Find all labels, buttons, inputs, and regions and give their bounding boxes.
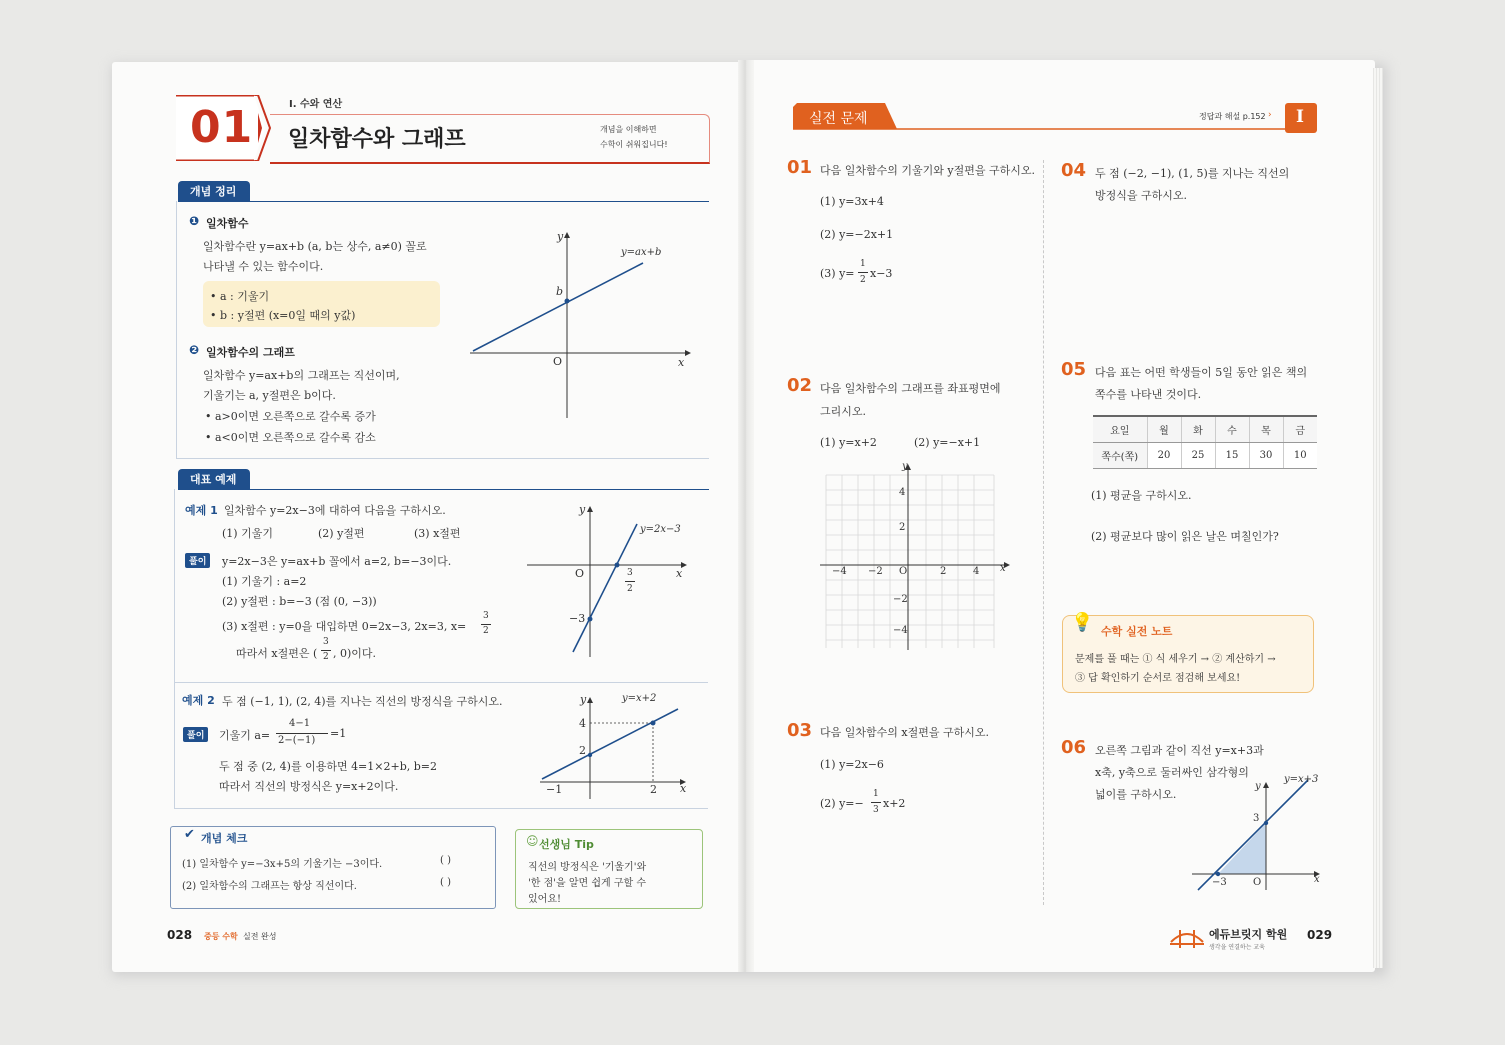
q6-graph-line-label: y=x+3 — [1284, 774, 1319, 785]
example2-graph-y-label: y — [580, 693, 587, 706]
table-header-cell: 목 — [1249, 416, 1283, 442]
q1-number: 01 — [787, 157, 813, 178]
concept2-bullet-1: • a>0이면 오른쪽으로 갈수록 증가 — [205, 410, 376, 423]
table-cell: 30 — [1249, 442, 1283, 468]
q2-grid-ym2: −2 — [893, 594, 908, 605]
q1-item-3-bar — [858, 272, 868, 273]
example1-frac2-num: 3 — [323, 637, 329, 647]
q5-text-2: 쪽수를 나타낸 것이다. — [1095, 388, 1202, 401]
example2-graph-x-label: x — [680, 782, 687, 795]
concept2-bullet-2: • a<0이면 오른쪽으로 갈수록 감소 — [205, 431, 376, 444]
q1-item-3-suffix: x−3 — [870, 267, 893, 280]
example2-graph-y2: 2 — [579, 744, 586, 757]
table-row-label: 쪽수(쪽) — [1093, 442, 1147, 468]
concept1-bullet-1: • a : 기울기 — [210, 290, 270, 303]
brand-name: 에듀브릿지 학원 — [1209, 928, 1288, 941]
example1-frac2-den: 2 — [323, 652, 329, 662]
example1-graph-xint-num: 3 — [627, 568, 633, 578]
table-cell: 25 — [1181, 442, 1215, 468]
q4-text-2: 방정식을 구하시오. — [1095, 189, 1188, 202]
example2-slope-num: 4−1 — [289, 718, 311, 729]
q6-graph-x-label: x — [1314, 874, 1320, 885]
example1-solution-4: (3) x절편 : y=0을 대입하면 0=2x−3, 2x=3, x= — [222, 620, 467, 633]
example1-question: 일차함수 y=2x−3에 대하여 다음을 구하시오. — [224, 504, 446, 517]
example2-solution-badge: 풀이 — [183, 727, 208, 742]
chapter-mark: I — [1296, 107, 1304, 127]
q2-number: 02 — [787, 375, 813, 396]
q2-grid-xm4: −4 — [832, 566, 847, 577]
concept-check-item-2: (2) 일차함수의 그래프는 항상 직선이다. — [182, 881, 357, 892]
concept2-text-2: 기울기는 a, y절편은 b이다. — [203, 389, 336, 402]
q2-grid-origin: O — [899, 566, 908, 577]
unit-number: 01 — [190, 102, 254, 153]
q2-grid-ym4: −4 — [893, 625, 908, 636]
footer-series-b: 실전 완성 — [243, 932, 277, 941]
q6-graph-origin: O — [1253, 877, 1262, 888]
q1-item-2: (2) y=−2x+1 — [820, 228, 894, 241]
table-cell: 15 — [1215, 442, 1249, 468]
concept-check-answer-2[interactable]: ( ) — [440, 877, 451, 888]
example2-slope-den: 2−(−1) — [278, 735, 316, 746]
teacher-tip-line-1: 직선의 방정식은 '기울기'와 — [528, 862, 647, 873]
example1-solution-2: (1) 기울기 : a=2 — [222, 575, 307, 588]
q5-reading-table — [1093, 415, 1317, 469]
concept2-heading: 일차함수의 그래프 — [206, 346, 295, 359]
lightbulb-icon: 💡 — [1071, 612, 1094, 633]
q2-grid-xm2: −2 — [868, 566, 883, 577]
example-divider — [174, 682, 708, 683]
table-header-cell: 금 — [1283, 416, 1317, 442]
practice-note-line-1: 문제를 풀 때는 ① 식 세우기 → ② 계산하기 → — [1075, 654, 1276, 665]
concept1-number: ❶ — [189, 214, 200, 228]
section-tab-label: 실전 문제 — [809, 111, 868, 127]
example2-graph-xm1: −1 — [546, 783, 563, 796]
example1-part-1: (1) 기울기 — [222, 527, 273, 540]
page-edges — [1373, 68, 1383, 968]
q3-item-2-bar — [871, 802, 881, 803]
example2-slope-bar — [276, 733, 328, 734]
chapter-label: I. 수와 연산 — [289, 99, 343, 110]
example1-graph-line-label: y=2x−3 — [640, 524, 681, 535]
example2-question: 두 점 (−1, 1), (2, 4)를 지나는 직선의 방정식을 구하시오. — [222, 695, 503, 708]
concept1-text-2: 나타낼 수 있는 함수이다. — [203, 260, 324, 273]
q2-text-1: 다음 일차함수의 그래프를 좌표평면에 — [820, 382, 1001, 395]
example2-solution-2: 따라서 직선의 방정식은 y=x+2이다. — [219, 780, 399, 793]
q1-item-3-num: 1 — [860, 259, 866, 269]
practice-note-title: 수학 실전 노트 — [1101, 625, 1173, 638]
concept1-text-1: 일차함수란 y=ax+b (a, b는 상수, a≠0) 꼴로 — [203, 240, 427, 253]
q2-grid-y-label: y — [902, 461, 908, 472]
brand-slogan: 생각을 연결하는 교육 — [1209, 944, 1265, 951]
answer-reference[interactable]: 정답과 해설 p.152 — [1199, 112, 1266, 121]
concept-section-tag: 개념 정리 — [178, 181, 250, 201]
table-header-cell: 요일 — [1093, 416, 1147, 442]
example1-frac1-bar — [481, 624, 491, 625]
table-header-cell: 화 — [1181, 416, 1215, 442]
unit-title: 일차함수와 그래프 — [288, 127, 466, 152]
example1-part-3: (3) x절편 — [414, 527, 461, 540]
q5-number: 05 — [1061, 359, 1087, 380]
example1-graph-y-label: y — [579, 503, 586, 516]
q5-item-1: (1) 평균을 구하시오. — [1091, 489, 1192, 502]
table-cell: 20 — [1147, 442, 1181, 468]
q2-grid-x2: 2 — [940, 566, 947, 577]
practice-note-line-2: ③ 답 확인하기 순서로 점검해 보세요! — [1075, 673, 1241, 684]
teacher-tip-line-2: '한 점'을 알면 쉽게 구할 수 — [528, 878, 646, 889]
teacher-tip-line-3: 있어요! — [528, 894, 561, 905]
example1-solution-3: (2) y절편 : b=−3 (점 (0, −3)) — [222, 595, 377, 608]
q3-number: 03 — [787, 720, 813, 741]
example2-graph-x2: 2 — [650, 783, 657, 796]
example1-label: 예제 1 — [185, 504, 218, 517]
q3-item-2-suffix: x+2 — [883, 797, 906, 810]
example1-frac1-num: 3 — [483, 611, 489, 621]
example1-solution-5a: 따라서 x절편은 ( — [236, 647, 318, 660]
q3-item-2-den: 3 — [873, 805, 879, 815]
q6-graph-y-label: y — [1255, 781, 1261, 792]
example2-slope-prefix: 기울기 a= — [219, 729, 271, 742]
teacher-tip-title: 선생님 Tip — [539, 838, 594, 851]
example-section-tag: 대표 예제 — [178, 469, 250, 489]
q6-graph-yint: 3 — [1253, 813, 1260, 824]
concept-graph-b-label: b — [556, 285, 564, 298]
chevron-right-icon: › — [1268, 110, 1272, 120]
concept-check-item-1: (1) 일차함수 y=−3x+5의 기울기는 −3이다. — [182, 859, 383, 870]
table-header-row — [1093, 416, 1317, 442]
example2-slope-suffix: =1 — [330, 727, 347, 740]
concept1-bullet-2: • b : y절편 (x=0일 때의 y값) — [210, 309, 356, 322]
q3-text: 다음 일차함수의 x절편을 구하시오. — [820, 726, 989, 739]
q6-text-1: 오른쪽 그림과 같이 직선 y=x+3과 — [1095, 744, 1264, 757]
q3-item-2-num: 1 — [873, 789, 879, 799]
q6-text-2: x축, y축으로 둘러싸인 삼각형의 — [1095, 766, 1249, 779]
q2-grid-x4: 4 — [973, 566, 980, 577]
q3-item-1: (1) y=2x−6 — [820, 758, 884, 771]
example1-frac2-bar — [321, 650, 331, 651]
q1-item-1: (1) y=3x+4 — [820, 195, 884, 208]
book-gutter — [738, 60, 754, 972]
concept-graph-y-label: y — [557, 230, 564, 243]
q1-item-3-den: 2 — [860, 275, 866, 285]
example2-graph-line-label: y=x+2 — [622, 693, 657, 704]
q6-number: 06 — [1061, 737, 1087, 758]
example1-solution-5b: , 0)이다. — [333, 647, 377, 660]
bridge-logo-icon — [1170, 924, 1204, 950]
concept-check-answer-1[interactable]: ( ) — [440, 855, 451, 866]
q5-text-1: 다음 표는 어떤 학생들이 5일 동안 읽은 책의 — [1095, 366, 1308, 379]
q1-item-3-prefix: (3) y= — [820, 267, 855, 280]
concept-graph-x-label: x — [678, 356, 685, 369]
q2-item-1: (1) y=x+2 — [820, 436, 877, 449]
example1-graph-xint-bar — [625, 581, 635, 582]
q4-number: 04 — [1061, 160, 1087, 181]
table-header-cell: 수 — [1215, 416, 1249, 442]
concept-check-title: 개념 체크 — [201, 832, 248, 845]
table-row — [1093, 442, 1317, 468]
concept-graph-line-label: y=ax+b — [621, 247, 662, 258]
teacher-icon: ☺ — [526, 834, 539, 848]
right-page-number: 029 — [1307, 928, 1333, 942]
example1-solution-badge: 풀이 — [185, 553, 210, 568]
example2-graph-y4: 4 — [579, 717, 586, 730]
check-icon: ✔ — [184, 827, 195, 842]
example1-graph-yint: −3 — [569, 612, 586, 625]
banner-note-1: 개념을 이해하면 — [600, 125, 657, 134]
q2-grid-y2: 2 — [899, 522, 906, 533]
example1-graph-xint-den: 2 — [627, 584, 633, 594]
q2-coordinate-grid — [818, 460, 1016, 655]
footer-series-a: 중등 수학 — [204, 932, 238, 941]
table-cell: 10 — [1283, 442, 1317, 468]
example1-frac1-den: 2 — [483, 626, 489, 636]
column-divider — [1043, 160, 1044, 905]
concept2-number: ❷ — [189, 343, 200, 357]
example1-graph-origin: O — [575, 567, 585, 580]
q6-text-3: 넓이를 구하시오. — [1095, 788, 1177, 801]
q1-text: 다음 일차함수의 기울기와 y절편을 구하시오. — [820, 164, 1035, 177]
concept-graph-origin: O — [553, 355, 563, 368]
table-header-cell: 월 — [1147, 416, 1181, 442]
example1-solution-1: y=2x−3은 y=ax+b 꼴에서 a=2, b=−3이다. — [222, 555, 452, 568]
example1-graph-x-label: x — [676, 567, 683, 580]
q2-text-2: 그리시오. — [820, 405, 867, 418]
q2-grid-y4: 4 — [899, 487, 906, 498]
concept1-heading: 일차함수 — [206, 217, 249, 230]
banner-note-2: 수학이 쉬워집니다! — [600, 140, 668, 149]
concept2-text-1: 일차함수 y=ax+b의 그래프는 직선이며, — [203, 369, 400, 382]
example2-solution-1: 두 점 중 (2, 4)를 이용하면 4=1×2+b, b=2 — [219, 760, 438, 773]
q2-grid-x-label: x — [1000, 563, 1006, 574]
left-page-number: 028 — [167, 928, 193, 942]
q2-item-2: (2) y=−x+1 — [914, 436, 981, 449]
q6-graph-xint: −3 — [1212, 877, 1227, 888]
example2-label: 예제 2 — [182, 694, 215, 707]
example1-part-2: (2) y절편 — [318, 527, 365, 540]
q5-item-2: (2) 평균보다 많이 읽은 날은 며칠인가? — [1091, 530, 1279, 543]
q4-text-1: 두 점 (−2, −1), (1, 5)를 지나는 직선의 — [1095, 167, 1290, 180]
q3-item-2-prefix: (2) y=− — [820, 797, 864, 810]
